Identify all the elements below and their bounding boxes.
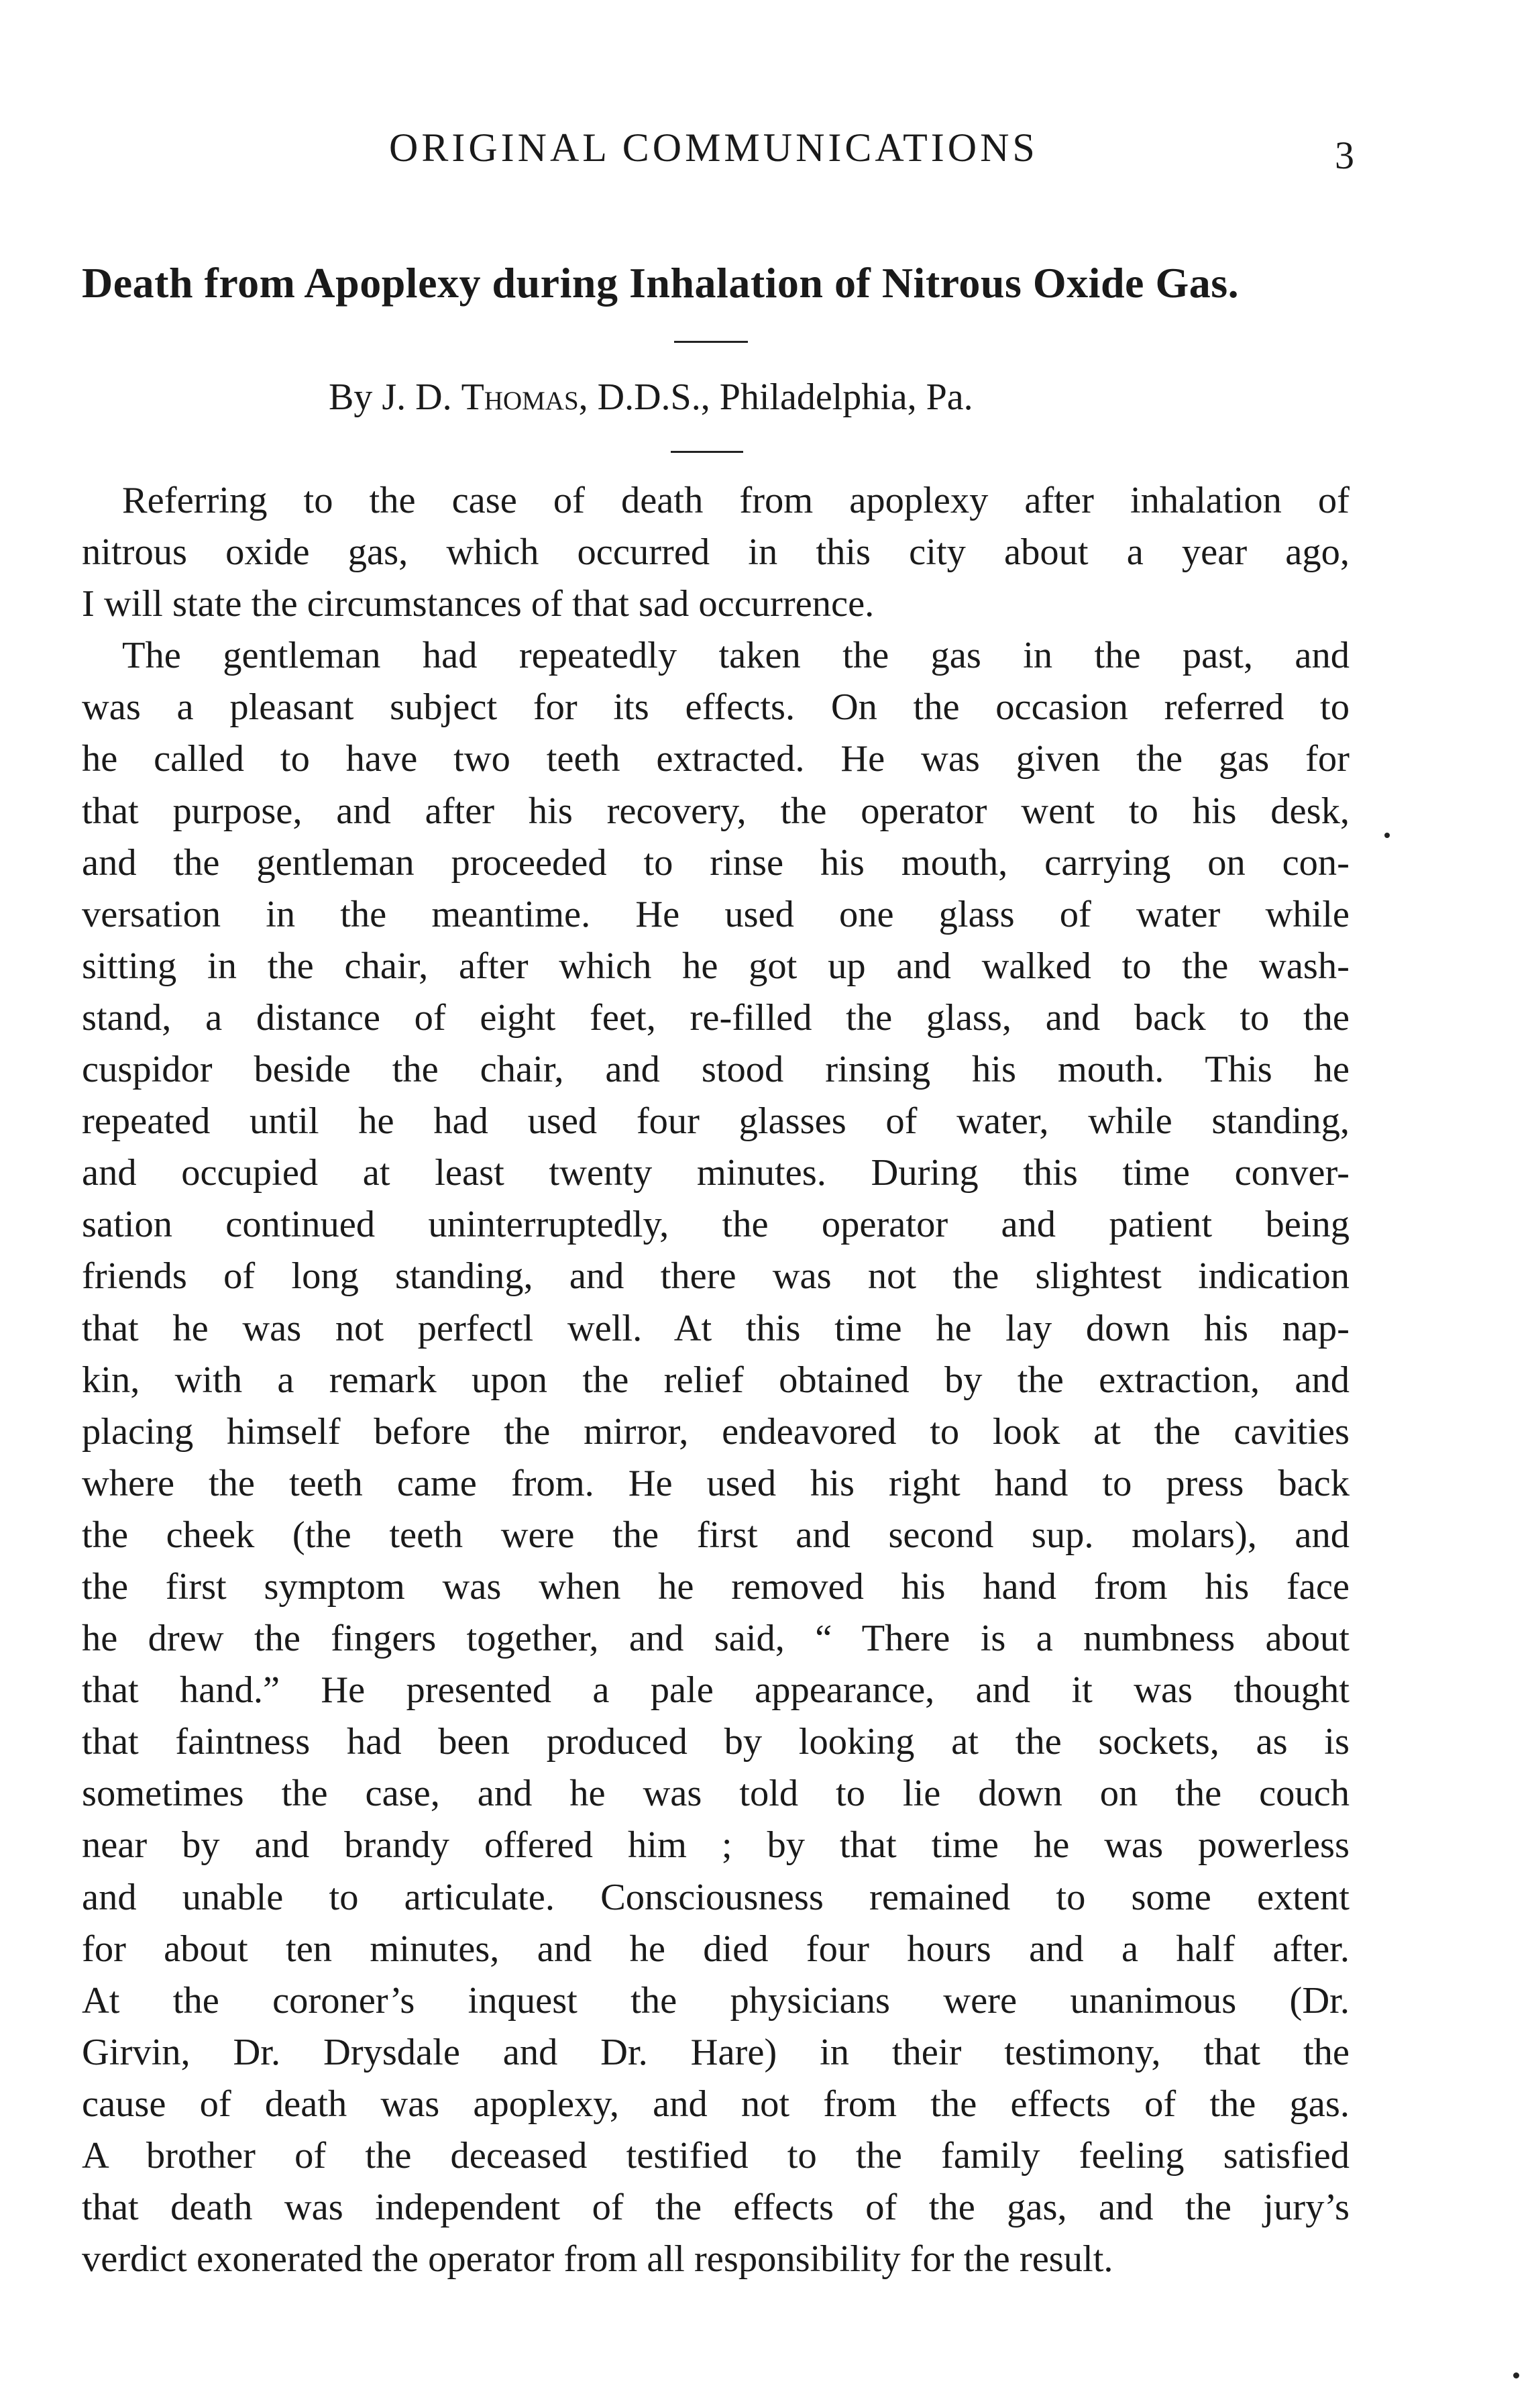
byline-suffix: , D.D.S., Philadelphia, Pa.	[578, 376, 973, 418]
body-line: cuspidor beside the chair, and stood rinsing his mouth. This he	[82, 1049, 1350, 1091]
body-line: that purpose, and after his recovery, the operator went to his desk,	[82, 790, 1350, 832]
body-line: the cheek (the teeth were the first and second sup. molars), and	[82, 1514, 1350, 1556]
running-head: ORIGINAL COMMUNICATIONS	[389, 125, 1038, 170]
body-line: stand, a distance of eight feet, re-filled the glass, and back to the	[82, 996, 1350, 1039]
body-line: nitrous oxide gas, which occurred in this city about a year ago,	[82, 531, 1350, 574]
body-line: he drew the fingers together, and said, “ There is a numbness about	[82, 1618, 1350, 1660]
ink-speck	[1513, 2372, 1519, 2378]
body-line: that death was independent of the effects of the gas, and the jury’s	[82, 2187, 1350, 2229]
body-line: where the teeth came from. He used his right hand to press back	[82, 1462, 1350, 1504]
body-line: that faintness had been produced by looking at the sockets, as is	[82, 1721, 1350, 1763]
body-line: for about ten minutes, and he died four hours and a half after.	[82, 1928, 1350, 1970]
byline-author-surname: Thomas	[461, 376, 579, 418]
body-line: I will state the circumstances of that sad occurrence.	[82, 583, 875, 625]
byline-rule	[671, 451, 743, 453]
article-body	[82, 475, 1350, 2285]
page-number: 3	[1335, 134, 1354, 177]
body-line: The gentleman had repeatedly taken the gas in the past, and	[122, 635, 1350, 677]
body-line: and occupied at least twenty minutes. During this time conver-	[82, 1152, 1350, 1194]
body-line: A brother of the deceased testified to the family feeling satisfied	[82, 2135, 1350, 2177]
ink-speck	[1384, 833, 1390, 838]
title-rule	[674, 341, 748, 343]
body-line: Girvin, Dr. Drysdale and Dr. Hare) in their testimony, that the	[82, 2031, 1350, 2073]
body-line: near by and brandy offered him ; by that time he was powerless	[82, 1824, 1350, 1867]
body-line: was a pleasant subject for its effects. On the occasion referred to	[82, 686, 1350, 729]
body-line: kin, with a remark upon the relief obtained by the extraction, and	[82, 1359, 1350, 1401]
byline-prefix: By J. D.	[329, 376, 452, 418]
body-line: sation continued uninterruptedly, the operator and patient being	[82, 1204, 1350, 1246]
body-line: the first symptom was when he removed his hand from his face	[82, 1565, 1350, 1608]
body-line: versation in the meantime. He used one glass of water while	[82, 893, 1350, 935]
body-line: placing himself before the mirror, endeavored to look at the cavities	[82, 1410, 1350, 1453]
body-line: that hand.” He presented a pale appearance, and it was thought	[82, 1669, 1350, 1712]
body-line: repeated until he had used four glasses of water, while standing,	[82, 1100, 1350, 1143]
body-line: verdict exonerated the operator from all responsibility for the result.	[82, 2238, 1113, 2281]
article-title: Death from Apoplexy during Inhalation of Nitrous Oxide Gas.	[82, 259, 1240, 307]
body-line: sitting in the chair, after which he got up and walked to the wash-	[82, 945, 1350, 987]
body-line: sometimes the case, and he was told to lie down on the couch	[82, 1773, 1350, 1815]
body-line: friends of long standing, and there was not the slightest indication	[82, 1255, 1350, 1298]
byline	[329, 376, 973, 419]
body-line: he called to have two teeth extracted. He was given the gas for	[82, 738, 1350, 780]
body-line: cause of death was apoplexy, and not from the effects of the gas.	[82, 2083, 1350, 2125]
body-line: Referring to the case of death from apoplexy after inhalation of	[122, 480, 1350, 521]
body-line: At the coroner’s inquest the physicians were unanimous (Dr.	[82, 1979, 1350, 2022]
body-line: that he was not perfectl well. At this time he lay down his nap-	[82, 1307, 1350, 1349]
body-line: and the gentleman proceeded to rinse his mouth, carrying on con-	[82, 841, 1350, 884]
body-line: and unable to articulate. Consciousness remained to some extent	[82, 1876, 1350, 1918]
